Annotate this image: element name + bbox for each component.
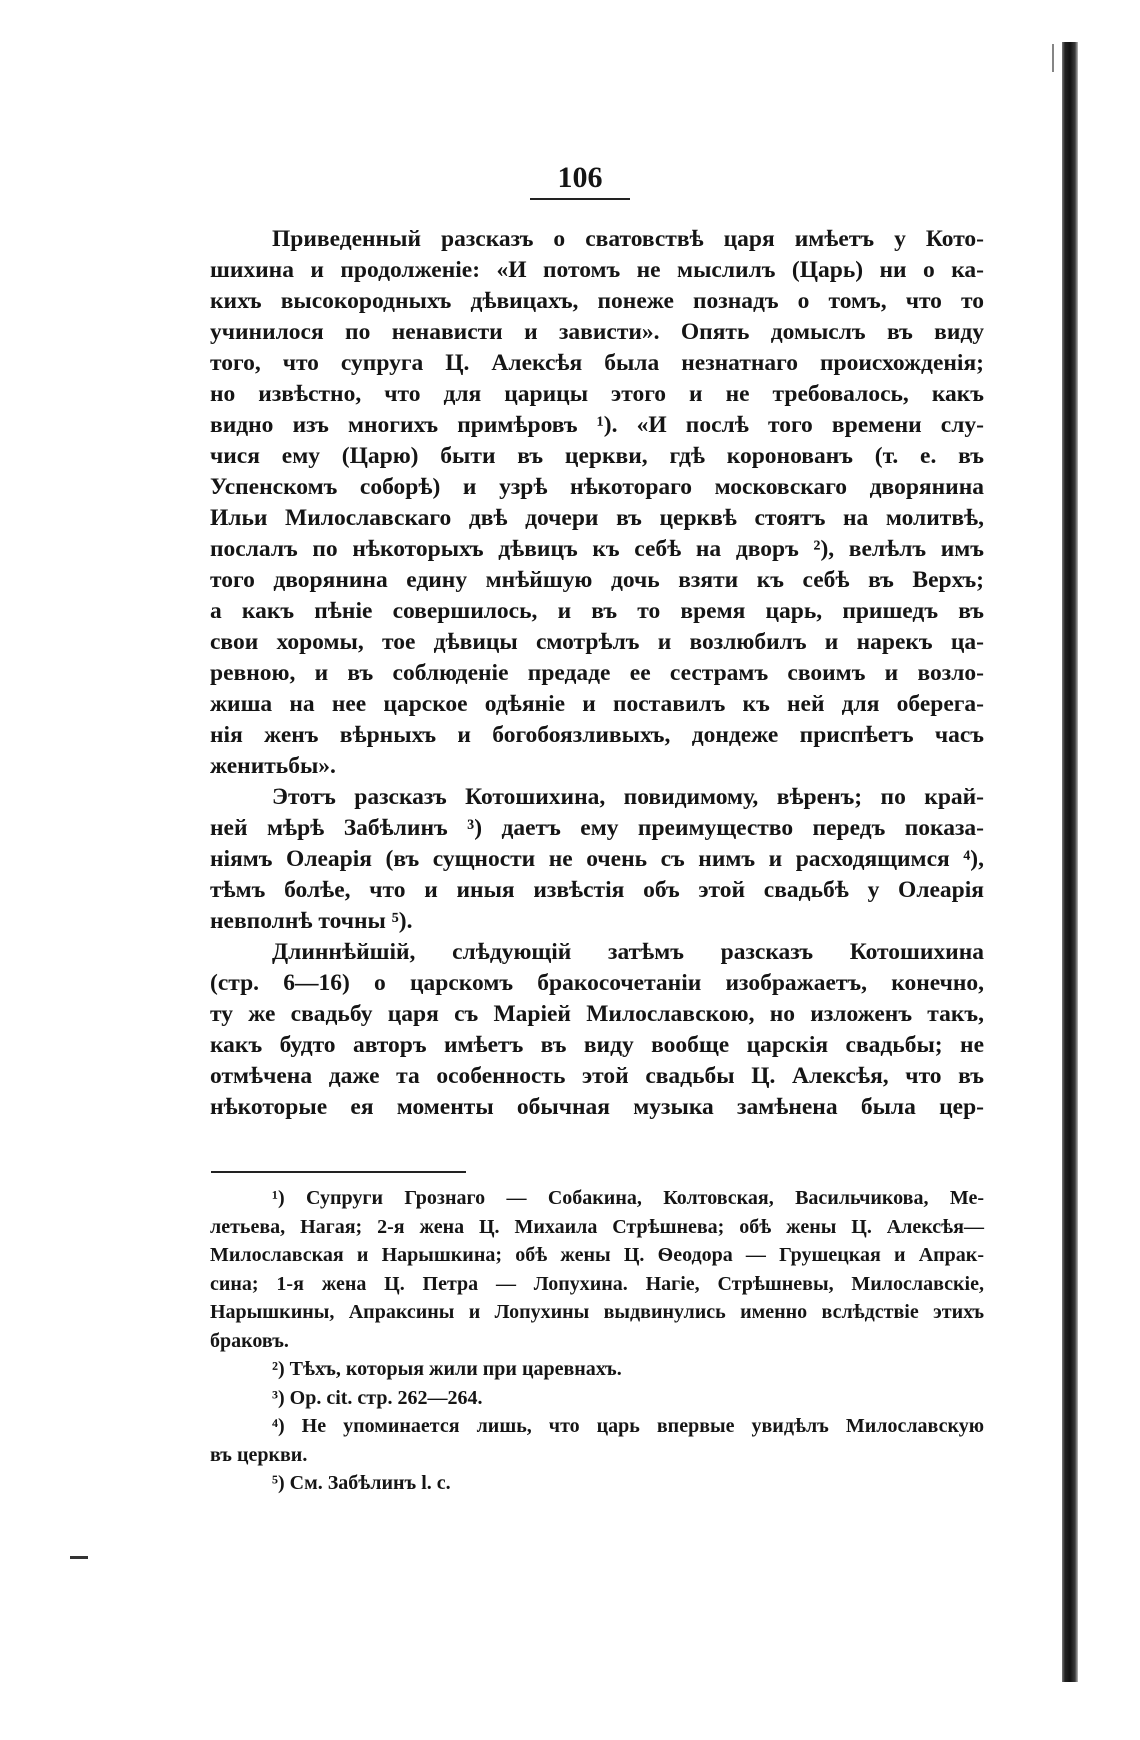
- text-line: шихина и продолженіе: «И потомъ не мыслилъ (Царь) ни о ка-: [210, 257, 984, 283]
- footnote-line: Нарышкины, Апраксины и Лопухины выдвинулись именно вслѣдствіе этихъ: [210, 1301, 984, 1323]
- footnote-line: ¹) Супруги Грознаго — Собакина, Колтовская, Васильчикова, Ме-: [272, 1187, 984, 1209]
- text-line: а какъ пѣніе совершилось, и въ то время царь, пришедъ въ: [210, 598, 984, 624]
- text-line: женитьбы».: [210, 753, 336, 779]
- footnote-separator: [211, 1171, 466, 1173]
- text-line: ту же свадьбу царя съ Маріей Милославскою, но изложенъ такъ,: [210, 1001, 984, 1027]
- text-line: жиша на нее царское одѣяніе и поставилъ къ ней для оберега-: [210, 691, 984, 717]
- page-number: 106: [557, 161, 603, 194]
- spine-mark: [1052, 44, 1064, 72]
- text-line: нія женъ вѣрныхъ и богобоязливыхъ, дондеже приспѣетъ часъ: [210, 722, 984, 748]
- text-line: послалъ по нѣкоторыхъ дѣвицъ къ себѣ на дворъ ²), велѣлъ имъ: [210, 536, 984, 562]
- text-line: учинилося по ненависти и зависти». Опять домыслъ въ виду: [210, 319, 984, 345]
- main-text: [210, 224, 984, 1123]
- footnote-line: въ церкви.: [210, 1443, 308, 1466]
- text-line: тѣмъ болѣе, что и иныя извѣстія объ этой свадьбѣ у Олеарія: [210, 877, 984, 903]
- footnote-5: ⁵) См. Забѣлинъ l. c.: [272, 1472, 451, 1494]
- text-line: чися ему (Царю) быти въ церкви, гдѣ коронованъ (т. е. въ: [210, 443, 984, 469]
- footnote-line: Милославская и Нарышкина; обѣ жены Ц. Ѳеодора — Грушецкая и Апрак-: [210, 1244, 984, 1266]
- text-line: Приведенный разсказъ о сватовствѣ царя имѣетъ у Кото-: [272, 226, 984, 252]
- text-line: того, что супруга Ц. Алексѣя была незнатнаго происхожденія;: [210, 350, 984, 376]
- text-line: того дворянина едину мнѣйшую дочь взяти къ себѣ въ Верхъ;: [210, 567, 984, 593]
- book-spine-shadow: [1062, 42, 1078, 1682]
- text-line: видно изъ многихъ примѣровъ ¹). «И послѣ того времени слу-: [210, 412, 984, 438]
- text-line: но извѣстно, что для царицы этого и не требовалось, какъ: [210, 381, 984, 407]
- text-line: Ильи Милославскаго двѣ дочери въ церквѣ стоятъ на молитвѣ,: [210, 505, 984, 531]
- text-line: ней мѣрѣ Забѣлинъ ³) даетъ ему преимущество передъ показа-: [210, 815, 984, 841]
- text-line: Длиннѣйшій, слѣдующій затѣмъ разсказъ Котошихина: [272, 939, 984, 965]
- margin-dash-mark: [70, 1556, 88, 1559]
- text-line: ревною, и въ соблюденіе предаде ее сестрамъ своимъ и возло-: [210, 660, 984, 686]
- text-line: нѣкоторые ея моменты обычная музыка замѣнена была цер-: [210, 1094, 984, 1120]
- footnote-line: сина; 1-я жена Ц. Петра — Лопухина. Нагіе, Стрѣшневы, Милославскіе,: [210, 1272, 984, 1295]
- text-line: свои хоромы, тое дѣвицы смотрѣлъ и возлюбилъ и нарекъ ца-: [210, 629, 984, 655]
- text-line: кихъ высокородныхъ дѣвицахъ, понеже познадъ о томъ, что то: [210, 288, 984, 314]
- footnote-line: браковъ.: [210, 1329, 289, 1352]
- footnote-2: ²) Тѣхъ, которыя жили при царевнахъ.: [272, 1358, 622, 1380]
- text-line: Этотъ разсказъ Котошихина, повидимому, вѣренъ; по край-: [272, 784, 984, 810]
- text-line: Успенскомъ соборѣ) и узрѣ нѣкотораго московскаго дворянина: [210, 474, 984, 500]
- text-line: отмѣчена даже та особенность этой свадьбы Ц. Алексѣя, что въ: [210, 1063, 984, 1089]
- footnotes: [210, 1184, 984, 1498]
- text-line: невполнѣ точны ⁵).: [210, 908, 413, 934]
- text-line: ніямъ Олеарія (въ сущности не очень съ нимъ и расходящимся ⁴),: [210, 846, 984, 872]
- footnote-3: ³) Op. cit. стр. 262—264.: [272, 1386, 483, 1409]
- text-line: (стр. 6—16) о царскомъ бракосочетаніи изображаетъ, конечно,: [210, 970, 984, 996]
- footnote-line: ⁴) Не упоминается лишь, что царь впервые увидѣлъ Милославскую: [272, 1415, 984, 1437]
- page-number-rule: [530, 198, 630, 200]
- footnote-line: летьева, Нагая; 2-я жена Ц. Михаила Стрѣшнева; обѣ жены Ц. Алексѣя—: [210, 1215, 984, 1238]
- text-line: какъ будто авторъ имѣетъ въ виду вообще царскія свадьбы; не: [210, 1032, 984, 1058]
